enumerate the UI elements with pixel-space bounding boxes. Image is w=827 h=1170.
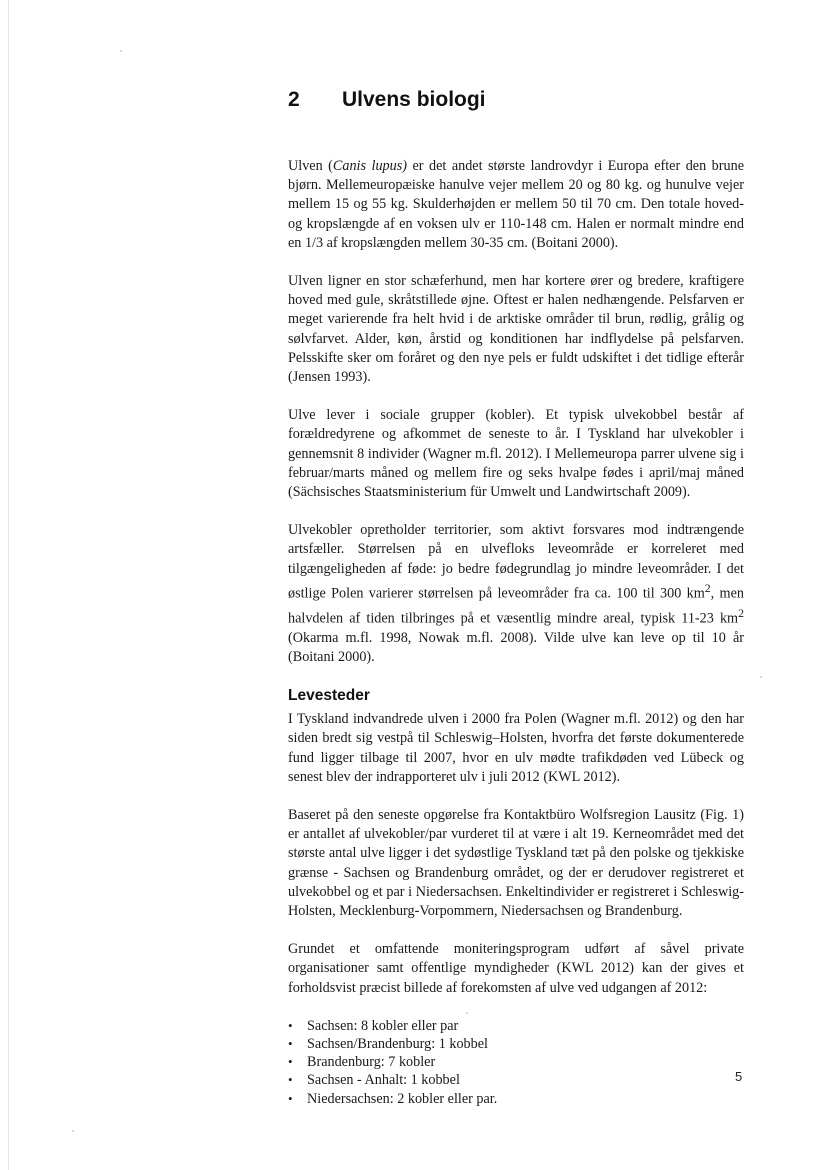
- paragraph-intro-2: Ulven ligner en stor schæferhund, men har kortere ører og bredere, kraftigere hoved med gule, skråtstillede øjne. Oftest er halen nedhængende. Pelsfarven er meget varierende fra helt hvid i de arktiske områder til brun, rødlig, grålig og sølvfarvet. Alder, køn, årstid og konditionen har indflydelse på pelsfarven. Pelsskifte sker om foråret og den nye pels er fuldt udskiftet i det tidlige efterår (Jensen 1993).: [288, 273, 744, 386]
- superscript: 2: [704, 580, 711, 595]
- chapter-title: Ulvens biologi: [342, 88, 486, 111]
- bullet-list: [288, 1017, 744, 1108]
- scan-speck: [760, 676, 762, 678]
- scan-speck: [120, 50, 122, 52]
- bullet-icon: •: [288, 1072, 293, 1088]
- text-run: Ulvekobler opretholder territorier, som aktivt forsvares mod indtrængende artsfæller. Størrelsen på en ulvefloks leveområde er korreleret med tilgængeligheden af føde: jo bedre fødegrundlag jo mindre leveområder. I det østlige Polen varierer størrelsen på leveområder fra ca. 100 til 300 km: [288, 522, 744, 602]
- bullet-icon: •: [288, 1035, 293, 1051]
- list-item: [288, 1053, 744, 1071]
- text-run: , men halvdelen af tiden tilbringes på et væsentlig mindre areal, typisk 11-23 km: [288, 585, 744, 627]
- chapter-heading: [288, 88, 486, 112]
- paragraph-levesteder-1: I Tyskland indvandrede ulven i 2000 fra Polen (Wagner m.fl. 2012) og den har siden bredt sig vestpå til Schleswig–Holsten, hvorfra det første dokumenterede fund ligger tilbage til 2007, hvor en ulv mødte trafikdøden ved Lübeck og senest blev der indrapporteret ulv i juli 2012 (KWL 2012).: [288, 711, 744, 785]
- superscript: 2: [738, 605, 744, 620]
- list-item: [288, 1017, 744, 1035]
- list-item: [288, 1035, 744, 1053]
- text-run: (Okarma m.fl. 1998, Nowak m.fl. 2008). Vilde ulve kan leve op til 10 år (Boitani 2000).: [288, 629, 744, 665]
- list-item-text: Niedersachsen: 2 kobler eller par.: [307, 1090, 498, 1107]
- bullet-icon: •: [288, 1017, 293, 1033]
- scan-edge-line: [8, 0, 9, 1170]
- paragraph-intro-3: Ulve lever i sociale grupper (kobler). Et typisk ulvekobbel består af forældredyrene og afkommet de seneste to år. I Tyskland har ulvekobler i gennemsnit 8 individer (Wagner m.fl. 2012). I Mellemeuropa parrer ulvene sig i februar/marts måned og mellem fire og seks hvalpe fødes i april/maj måned (Sächsisches Staatsministerium für Umwelt und Landwirtschaft 2009).: [288, 407, 744, 501]
- paragraph-intro-4: [288, 521, 744, 667]
- species-name: Canis lupus): [332, 158, 407, 174]
- text-run: er det andet største landrovdyr i Europa efter den brune bjørn. Mellemeuropæiske hanulve vejer mellem 20 og 80 kg. og hunulve vejer mellem 15 og 55 kg. Skulderhøjden er mellem 50 til 70 cm. Den totale hoved- og kropslængde af en voksen ulv er 110-148 cm. Halen er normalt mindre end en 1/3 af kropslængden mellem 30-35 cm. (Boitani 2000).: [288, 158, 744, 251]
- chapter-number: 2: [288, 88, 300, 111]
- list-item-text: Brandenburg: 7 kobler: [307, 1054, 436, 1071]
- page-number: 5: [735, 1069, 743, 1084]
- body-text: [288, 157, 744, 1108]
- paragraph-levesteder-2: Baseret på den seneste opgørelse fra Kontaktbüro Wolfsregion Lausitz (Fig. 1) er antallet af ulvekobler/par vurderet til at være i alt 19. Kerneområdet med det største antal ulve ligger i det sydøstlige Tyskland tæt på den polske og tjekkiske grænse - Sachsen og Brandenburg området, og der er derudover registreret et ulvekobbel og et par i Niedersachsen. Enkeltindivider er registreret i Schleswig-Holsten, Mecklenburg-Vorpommern, Niedersachsen og Brandenburg.: [288, 806, 744, 919]
- scan-speck: [72, 1130, 74, 1132]
- list-item-text: Sachsen - Anhalt: 1 kobbel: [307, 1072, 460, 1089]
- bullet-icon: •: [288, 1090, 293, 1106]
- paragraph-intro-1: [288, 157, 744, 253]
- text-run: Ulven (: [288, 158, 333, 174]
- scan-speck: [466, 1012, 468, 1014]
- list-item: [288, 1071, 744, 1089]
- list-item-text: Sachsen/Brandenburg: 1 kobbel: [307, 1035, 488, 1052]
- list-item-text: Sachsen: 8 kobler eller par: [307, 1017, 459, 1034]
- section-heading-levesteder: Levesteder: [288, 687, 370, 705]
- paragraph-levesteder-3: Grundet et omfattende moniteringsprogram udført af såvel private organisationer samt offentlige myndigheder (KWL 2012) kan der gives et forholdsvist præcist billede af forekomsten af ulve ved udgangen af 2012:: [288, 941, 744, 996]
- list-item: [288, 1090, 744, 1108]
- bullet-icon: •: [288, 1054, 293, 1070]
